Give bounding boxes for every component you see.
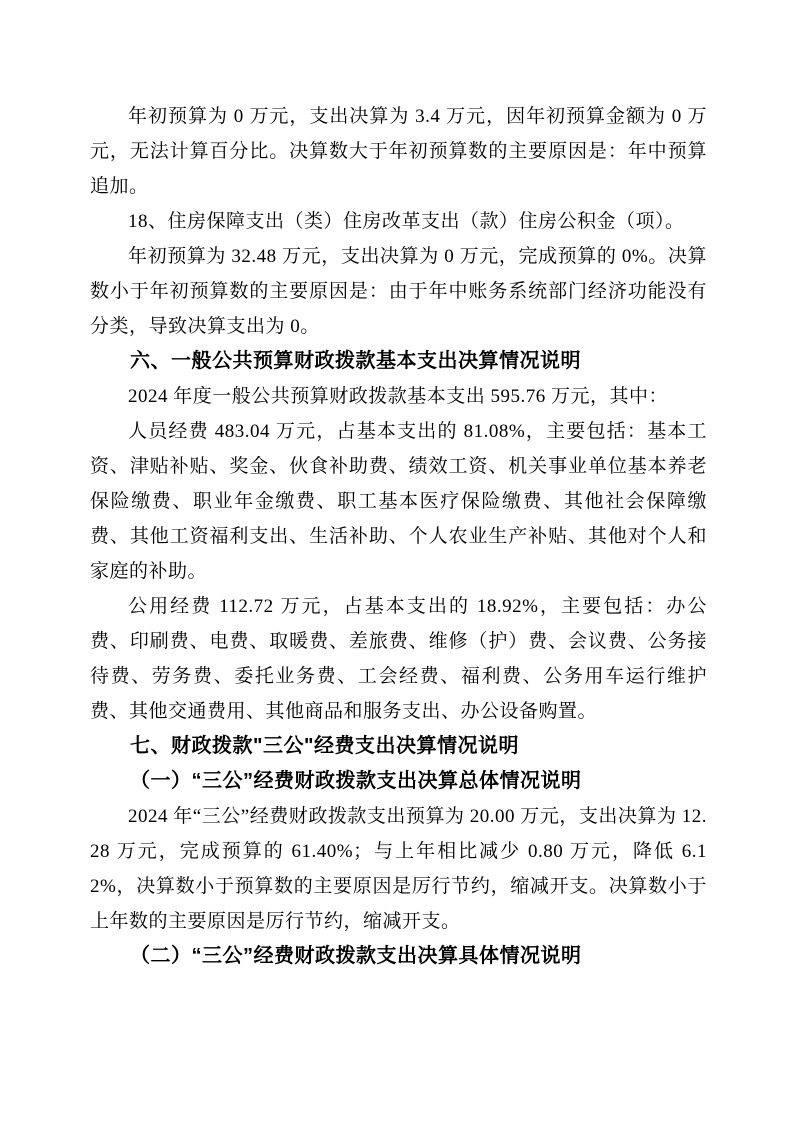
section-heading-7: 七、财政拨款"三公"经费支出决算情况说明 bbox=[130, 735, 519, 757]
paragraph-budget-note-2: 年初预算为 32.48 万元，支出决算为 0 万元，完成预算的 0%。决算数小于年初预算数的主要原因是：由于年中账务系统部门经济功能没有分类，导致决算支出为 0。 bbox=[90, 246, 707, 337]
paragraph-public-funds: 公用经费 112.72 万元，占基本支出的 18.92%，主要包括：办公费、印刷费、电费、取暖费、差旅费、维修（护）费、会议费、公务接待费、劳务费、委托业务费、工会经费、福利费、公务用车运行维护费、其他交通费用、其他商品和服务支出、办公设备购置。 bbox=[90, 596, 707, 722]
subsection-heading-1: （一）“三公”经费财政拨款支出决算总体情况说明 bbox=[130, 770, 582, 792]
paragraph-basic-expenditure-total: 2024 年度一般公共预算财政拨款基本支出 595.76 万元，其中： bbox=[128, 386, 669, 407]
section-heading-6: 六、一般公共预算财政拨款基本支出决算情况说明 bbox=[130, 350, 581, 372]
paragraph-budget-note-1: 年初预算为 0 万元，支出决算为 3.4 万元，因年初预算金额为 0 万元，无法计算百分比。决算数大于年初预算数的主要原因是：年中预算追加。 bbox=[90, 106, 707, 197]
paragraph-sangong-overview: 2024 年“三公”经费财政拨款支出预算为 20.00 万元，支出决算为 12.28 万元，完成预算的 61.40%；与上年相比减少 0.80 万元，降低 6.12%，决算数小于预算数的主要原因是厉行节约，缩减开支。决算数小于上年数的主要原因是厉行节约，缩减开支。 bbox=[90, 806, 707, 932]
subsection-heading-2: （二）“三公”经费财政拨款支出决算具体情况说明 bbox=[130, 945, 582, 967]
paragraph-personnel-funds: 人员经费 483.04 万元，占基本支出的 81.08%，主要包括：基本工资、津贴补贴、奖金、伙食补助费、绩效工资、机关事业单位基本养老保险缴费、职业年金缴费、职工基本医疗保险缴费、其他社会保障缴费、其他工资福利支出、生活补助、个人农业生产补贴、其他对个人和家庭的补助。 bbox=[90, 421, 707, 582]
paragraph-item-18: 18、住房保障支出（类）住房改革支出（款）住房公积金（项）。 bbox=[128, 211, 685, 232]
